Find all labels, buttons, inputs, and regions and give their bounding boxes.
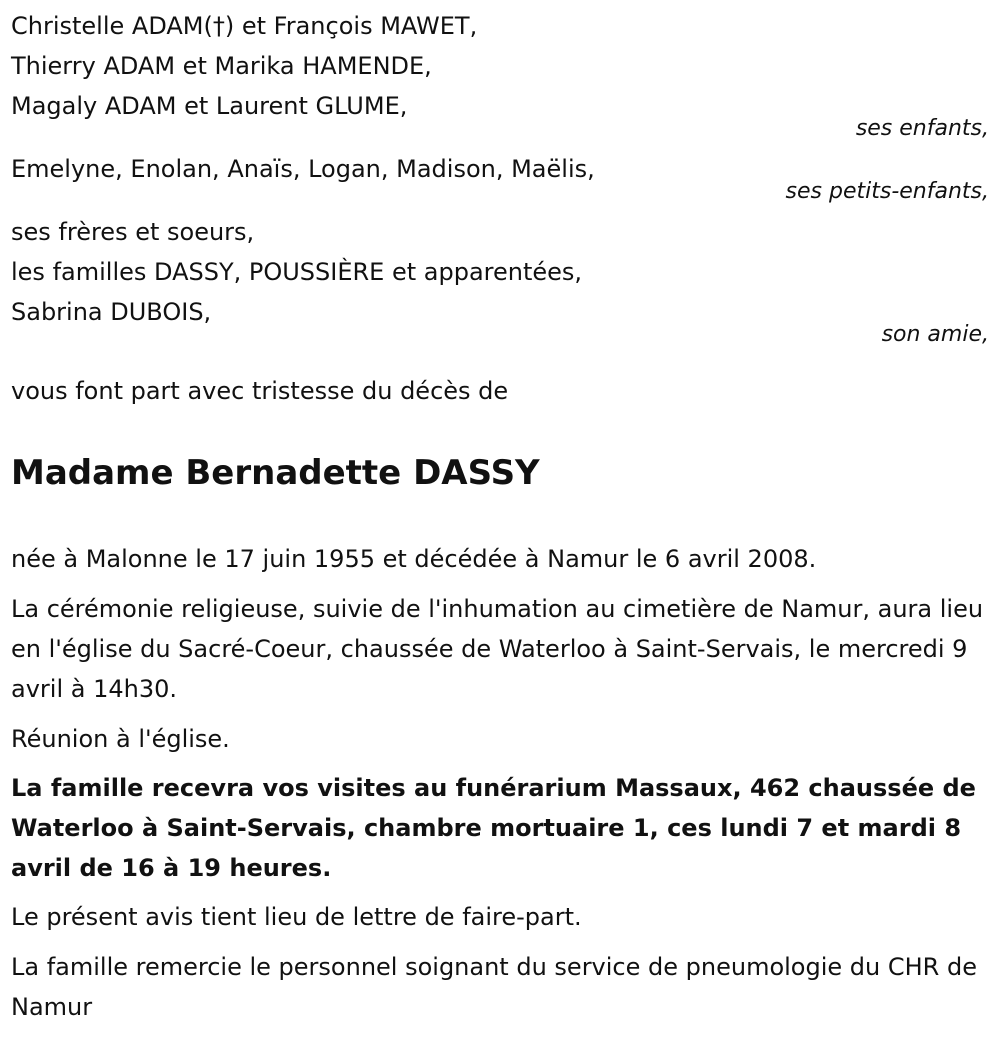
meeting-text: Réunion à l'église.	[11, 725, 230, 753]
grandchildren-line: Emelyne, Enolan, Anaïs, Logan, Madison, Maëlis,	[11, 155, 595, 183]
relatives-line-3: Sabrina DUBOIS,	[11, 298, 212, 326]
notice-text: Le présent avis tient lieu de lettre de faire-part.	[11, 903, 582, 931]
announcement-text: vous font part avec tristesse du décès de	[11, 377, 509, 405]
grandchildren-role: ses petits-enfants,	[785, 179, 989, 204]
child-line-1: Christelle ADAM(†) et François MAWET,	[11, 12, 478, 40]
ceremony-text: La cérémonie religieuse, suivie de l'inhumation au cimetière de Namur, aura lieu en l'église du Sacré-Coeur, chaussée de Waterloo à Saint-Servais, le mercredi 9 avril à 14h30.	[11, 595, 984, 703]
thanks-text: La famille remercie le personnel soignant du service de pneumologie du CHR de Namur	[11, 953, 977, 1021]
relatives-line-1: ses frères et soeurs,	[11, 218, 255, 246]
deceased-name: Madame Bernadette DASSY	[11, 453, 540, 493]
child-line-3: Magaly ADAM et Laurent GLUME,	[11, 92, 408, 120]
visits-text: La famille recevra vos visites au funérarium Massaux, 462 chaussée de Waterloo à Saint-Servais, chambre mortuaire 1, ces lundi 7 et mardi 8 avril de 16 à 19 heures.	[11, 774, 976, 882]
children-role: ses enfants,	[855, 116, 989, 141]
relatives-line-2: les familles DASSY, POUSSIÈRE et apparentées,	[11, 258, 583, 286]
child-line-2: Thierry ADAM et Marika HAMENDE,	[11, 52, 432, 80]
birth-death-text: née à Malonne le 17 juin 1955 et décédée à Namur le 6 avril 2008.	[11, 545, 817, 573]
friend-role: son amie,	[881, 322, 989, 347]
